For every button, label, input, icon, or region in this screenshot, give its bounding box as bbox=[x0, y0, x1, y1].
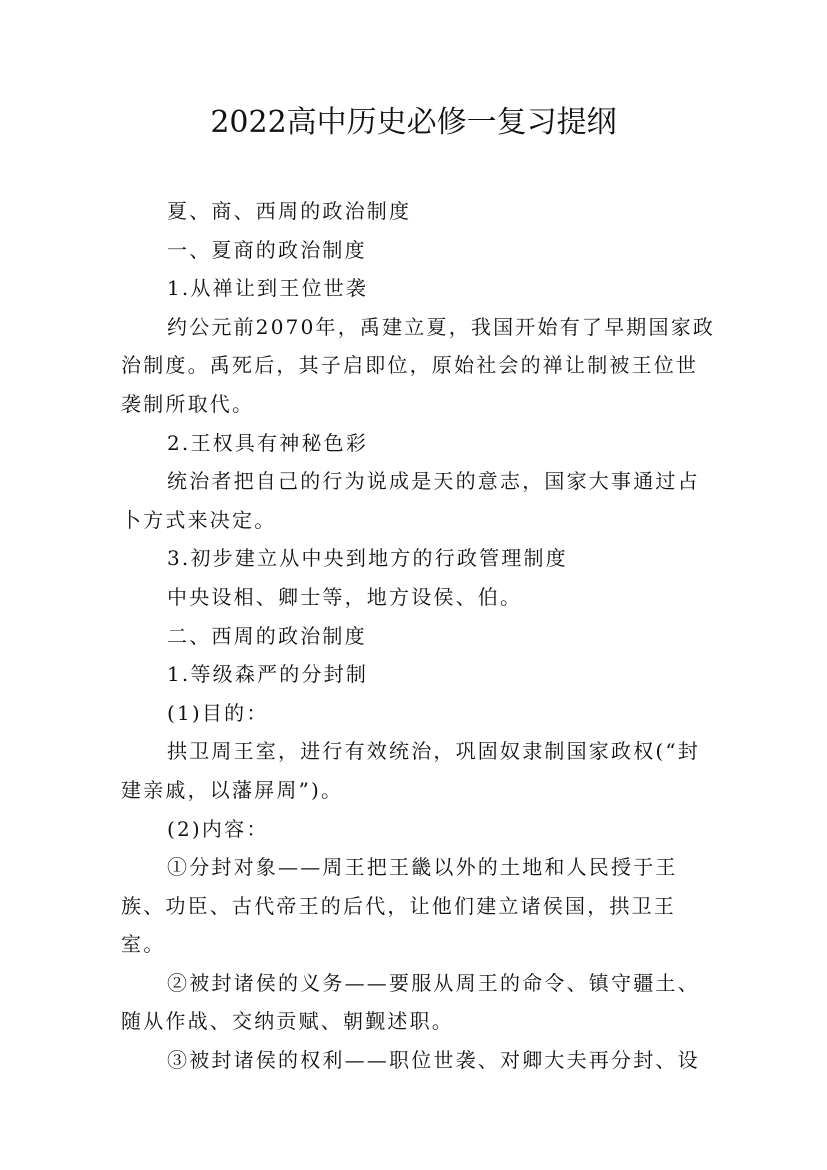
point-heading: 2.王权具有神秘色彩 bbox=[167, 430, 369, 455]
point-heading: 1.等级森严的分封制 bbox=[167, 662, 369, 687]
body-paragraph: 中央设相、卿士等，地方设侯、伯。 bbox=[167, 584, 523, 609]
sub-point-heading: (1)目的： bbox=[167, 700, 269, 725]
body-paragraph: 拱卫周王室，进行有效统治，巩固奴隶制国家政权(“封建亲戚，以藩屏周”)。 bbox=[121, 739, 701, 802]
point-heading: 3.初步建立从中央到地方的行政管理制度 bbox=[167, 546, 568, 571]
list-item: ②被封诸侯的义务——要服从周王的命令、镇守疆土、随从作战、交纳贡赋、朝觐述职。 bbox=[121, 970, 700, 1034]
body-paragraph: 约公元前2070年，禹建立夏，我国开始有了早期国家政治制度。禹死后，其子启即位，原始社会的禅让制被王位世袭制所取代。 bbox=[121, 314, 716, 416]
body-paragraph: 统治者把自己的行为说成是天的意志，国家大事通过占卜方式来决定。 bbox=[121, 469, 700, 532]
subsection-heading: 二、西周的政治制度 bbox=[167, 623, 367, 648]
list-item: ③被封诸侯的权利——职位世袭、对卿大夫再分封、设 bbox=[167, 1048, 700, 1073]
section-heading: 夏、商、西周的政治制度 bbox=[167, 199, 412, 223]
document-title: 2022高中历史必修一复习提纲 bbox=[210, 105, 617, 140]
document-body bbox=[121, 192, 717, 1080]
sub-point-heading: (2)内容： bbox=[167, 816, 269, 841]
subsection-heading: 一、夏商的政治制度 bbox=[167, 237, 367, 262]
point-heading: 1.从禅让到王位世袭 bbox=[167, 276, 369, 301]
list-item: ①分封对象——周王把王畿以外的土地和人民授于王族、功臣、古代帝王的后代，让他们建立诸侯国，拱卫王室。 bbox=[121, 855, 678, 957]
